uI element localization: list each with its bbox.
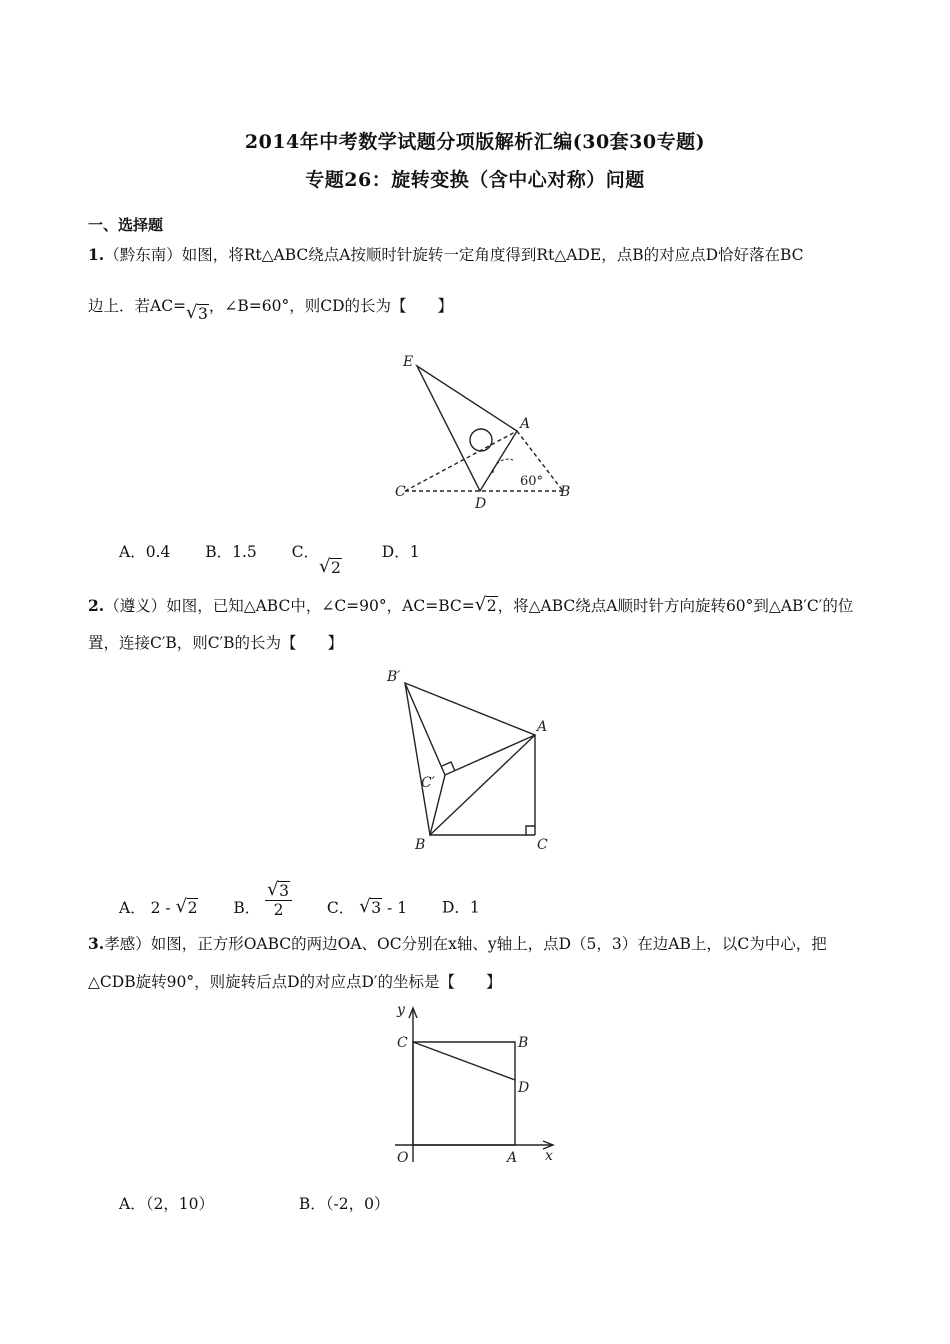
label-y: y: [397, 1002, 405, 1018]
sqrt-expression: √ 2: [175, 895, 198, 917]
right-angle-mark-circle: [470, 429, 492, 451]
option-d[interactable]: D．1: [441, 898, 480, 917]
option-a[interactable]: A． 2 - √ 2: [119, 895, 198, 917]
section-heading: 一、选择题: [88, 216, 164, 234]
option-d[interactable]: D．1: [381, 543, 420, 561]
right-angle-mark-cprime: [442, 762, 455, 771]
segment-cd: [413, 1042, 515, 1080]
question-3-options: [119, 1192, 390, 1214]
option-b[interactable]: B．1.5: [205, 543, 257, 561]
sqrt-expression: √ 3: [186, 302, 208, 323]
square-oabc: [413, 1042, 515, 1145]
label-c-prime: C′: [421, 775, 435, 791]
label-a: A: [520, 416, 531, 432]
label-b: B: [560, 484, 571, 500]
question-1-line-2: 边上．若AC= √ 3，∠B=60°，则CD的长为【 】: [88, 297, 454, 323]
label-c: C: [537, 837, 548, 853]
segment-ca: [405, 431, 517, 491]
label-b-prime: B′: [387, 669, 401, 685]
question-3-line-1: 3.孝感）如图，正方形OABC的两边OA、OC分别在x轴、y轴上，点D（5，3）在边AB上，以C为中心，把: [88, 934, 827, 953]
label-a: A: [537, 719, 548, 735]
question-2-line-2: 置，连接C′B，则C′B的长为【 】: [88, 634, 344, 652]
question-2-figure: [385, 665, 565, 855]
triangle-ade: [417, 366, 517, 491]
option-b[interactable]: B． √ 3 2: [233, 899, 292, 917]
right-angle-mark-c: [526, 826, 535, 835]
option-c[interactable]: C． √ 3 - 1: [326, 895, 408, 917]
triangle-abc-prime: [405, 683, 535, 835]
label-a: A: [507, 1150, 518, 1166]
page-title: 2014年中考数学试题分项版解析汇编(30套30专题): [244, 131, 706, 153]
label-angle: 60°: [520, 474, 544, 489]
label-b: B: [518, 1035, 529, 1051]
sqrt-expression: √ 2: [319, 556, 341, 577]
question-1-figure: [385, 348, 585, 513]
label-c: C: [395, 484, 406, 500]
sqrt-expression: √ 3: [359, 895, 382, 917]
fraction: √ 3 2: [265, 882, 292, 919]
label-d: D: [475, 496, 487, 512]
question-1-number: 1.: [88, 245, 105, 264]
option-a[interactable]: A．0.4: [119, 543, 171, 561]
segment-ac-prime: [445, 735, 535, 775]
option-a[interactable]: A．（2，10）: [119, 1195, 215, 1213]
label-b: B: [415, 837, 426, 853]
question-2-options: [119, 879, 480, 927]
option-c[interactable]: C． √ 2: [291, 543, 341, 577]
page-subtitle: 专题26：旋转变换（含中心对称）问题: [305, 169, 645, 191]
question-3-figure: [385, 1000, 565, 1170]
label-o: O: [397, 1150, 409, 1166]
label-c: C: [397, 1035, 408, 1051]
question-2-number: 2.: [88, 596, 105, 615]
question-3-number: 3.: [88, 934, 105, 953]
option-b[interactable]: B．（-2，0）: [298, 1195, 390, 1213]
label-e: E: [403, 354, 414, 370]
label-x: x: [545, 1148, 553, 1164]
question-2-line-1: 2.（遵义）如图，已知△ABC中，∠C=90°，AC=BC= √ 2，将△ABC绕点A顺时针方向旋转60°到△AB′C′的位: [88, 594, 854, 615]
question-1-line-1: 1.（黔东南）如图，将Rt△ABC绕点A按顺时针旋转一定角度得到Rt△ADE，点B的对应点D恰好落在BC: [88, 245, 804, 264]
question-1-options: [119, 540, 420, 577]
label-d: D: [518, 1080, 530, 1096]
sqrt-expression: √ 2: [474, 594, 497, 615]
question-3-line-2: △CDB旋转90°，则旋转后点D的对应点D′的坐标是【 】: [88, 973, 502, 991]
